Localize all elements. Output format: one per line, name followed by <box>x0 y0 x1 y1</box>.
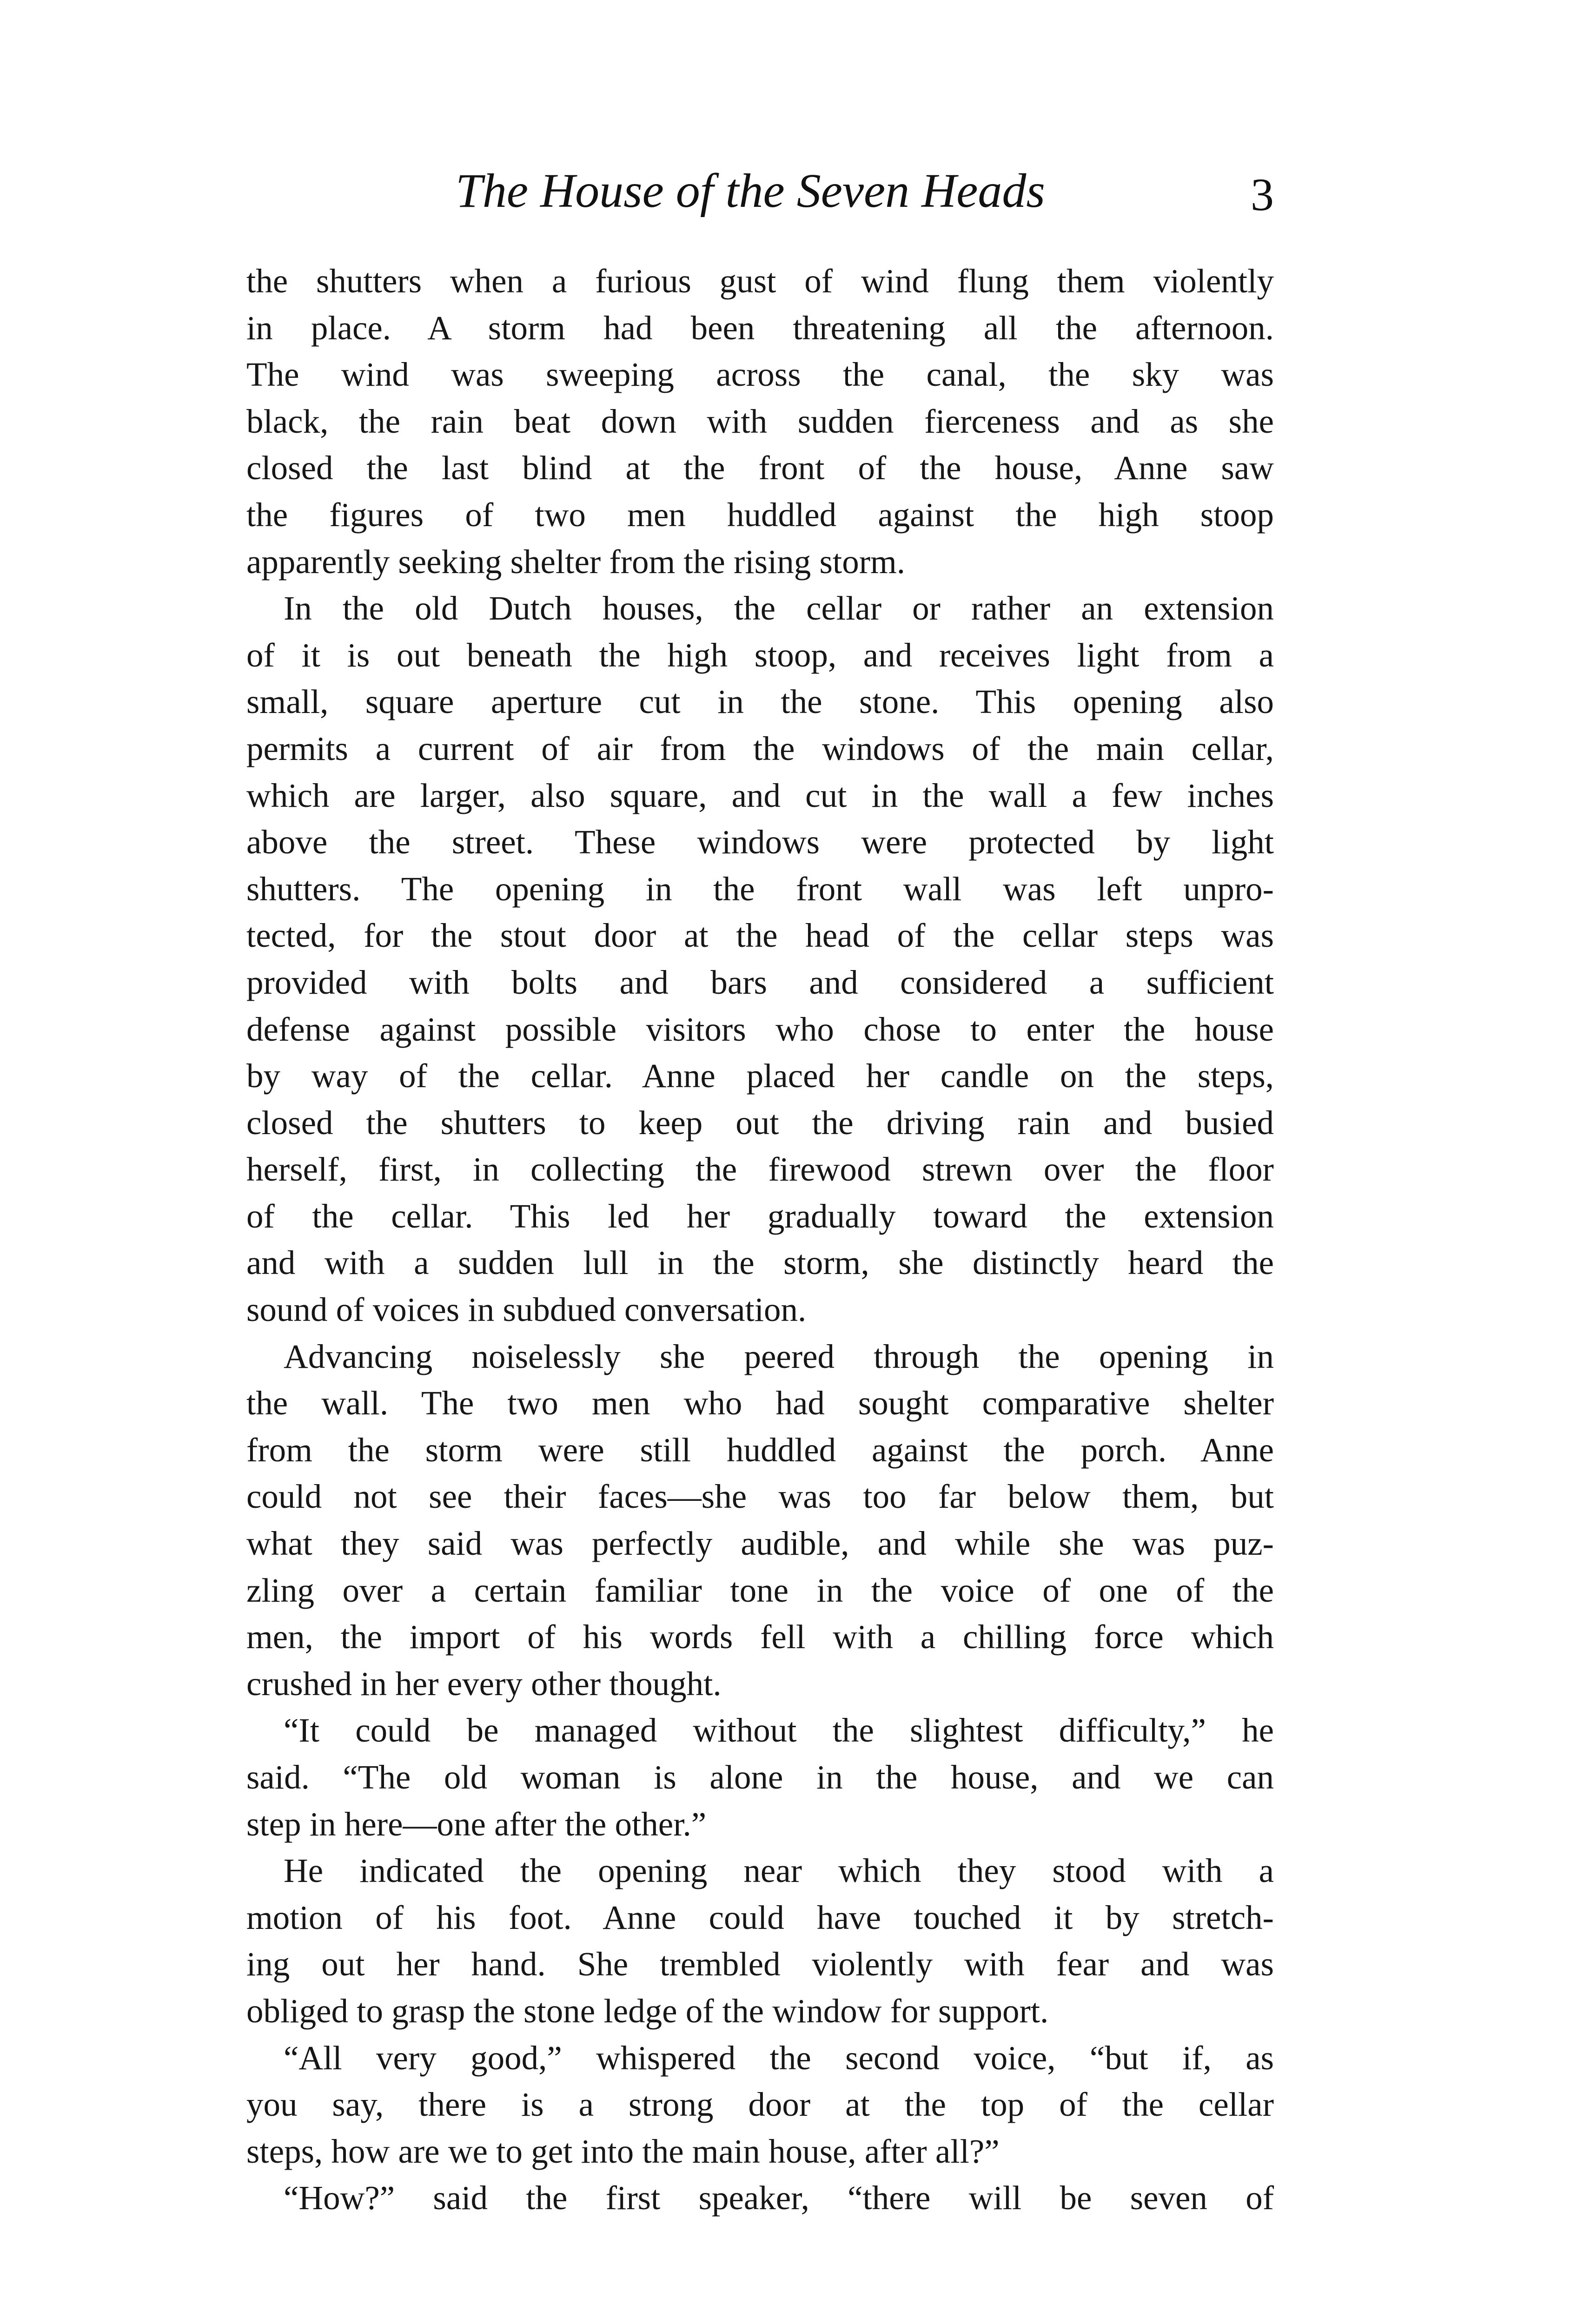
text-line: tected, for the stout door at the head of the cellar steps was <box>246 917 1274 955</box>
running-head <box>246 156 1274 226</box>
text-line: The wind was sweeping across the canal, the sky was <box>246 356 1274 394</box>
text-line: motion of his foot. Anne could have touched it by stretch- <box>246 1898 1274 1936</box>
text-line: said. “The old woman is alone in the house, and we can <box>246 1758 1274 1796</box>
text-line: small, square aperture cut in the stone. This opening also <box>246 683 1274 721</box>
text-line: from the storm were still huddled against the porch. Anne <box>246 1431 1274 1469</box>
text-line: herself, first, in collecting the firewood strewn over the floor <box>246 1150 1274 1188</box>
text-line: you say, there is a strong door at the top of the cellar <box>246 2086 1274 2124</box>
text-line: above the street. These windows were protected by light <box>246 823 1274 861</box>
text-line: by way of the cellar. Anne placed her candle on the steps, <box>246 1057 1274 1095</box>
text-line: step in here—one after the other.” <box>246 1805 707 1843</box>
page-number: 3 <box>1251 169 1274 220</box>
text-line: closed the shutters to keep out the driving rain and busied <box>246 1103 1274 1142</box>
text-line: In the old Dutch houses, the cellar or rather an extension <box>284 589 1274 627</box>
text-line: permits a current of air from the windows of the main cellar, <box>246 729 1274 767</box>
text-line: the figures of two men huddled against the high stoop <box>246 495 1274 534</box>
text-line: could not see their faces—she was too far below them, but <box>246 1478 1274 1516</box>
text-line: steps, how are we to get into the main house, after all?” <box>246 2132 1000 2170</box>
text-line: of it is out beneath the high stoop, and receives light from a <box>246 636 1274 674</box>
text-line: ing out her hand. She trembled violently with fear and was <box>246 1945 1274 1983</box>
text-line: men, the import of his words fell with a chilling force which <box>246 1618 1274 1656</box>
text-line: and with a sudden lull in the storm, she distinctly heard the <box>246 1244 1274 1282</box>
text-line: He indicated the opening near which they stood with a <box>284 1852 1274 1890</box>
running-title: The House of the Seven Heads <box>456 164 1045 218</box>
text-line: shutters. The opening in the front wall was left unpro- <box>246 870 1274 908</box>
text-line: obliged to grasp the stone ledge of the window for support. <box>246 1992 1049 2030</box>
text-line: the wall. The two men who had sought comparative shelter <box>246 1384 1274 1422</box>
text-line: the shutters when a furious gust of wind flung them violently <box>246 262 1274 300</box>
text-line: “It could be managed without the slightest difficulty,” he <box>284 1711 1274 1750</box>
text-line: “How?” said the first speaker, “there will be seven of <box>284 2179 1274 2217</box>
text-line: crushed in her every other thought. <box>246 1664 722 1703</box>
text-line: which are larger, also square, and cut in the wall a few inches <box>246 776 1274 814</box>
text-line: apparently seeking shelter from the rising storm. <box>246 542 906 581</box>
text-line: black, the rain beat down with sudden fierceness and as she <box>246 402 1274 440</box>
text-line: sound of voices in subdued conversation. <box>246 1291 807 1329</box>
text-line: in place. A storm had been threatening all the afternoon. <box>246 309 1274 347</box>
text-line: zling over a certain familiar tone in the voice of one of the <box>246 1571 1274 1609</box>
text-line: provided with bolts and bars and considered a sufficient <box>246 963 1274 1001</box>
text-line: “All very good,” whispered the second voice, “but if, as <box>284 2039 1274 2077</box>
text-line: closed the last blind at the front of the house, Anne saw <box>246 449 1274 487</box>
text-line: defense against possible visitors who chose to enter the house <box>246 1010 1274 1048</box>
text-line: of the cellar. This led her gradually toward the extension <box>246 1197 1274 1235</box>
body-text <box>246 258 1274 2222</box>
text-line: Advancing noiselessly she peered through the opening in <box>284 1337 1274 1375</box>
text-line: what they said was perfectly audible, and while she was puz- <box>246 1525 1274 1563</box>
